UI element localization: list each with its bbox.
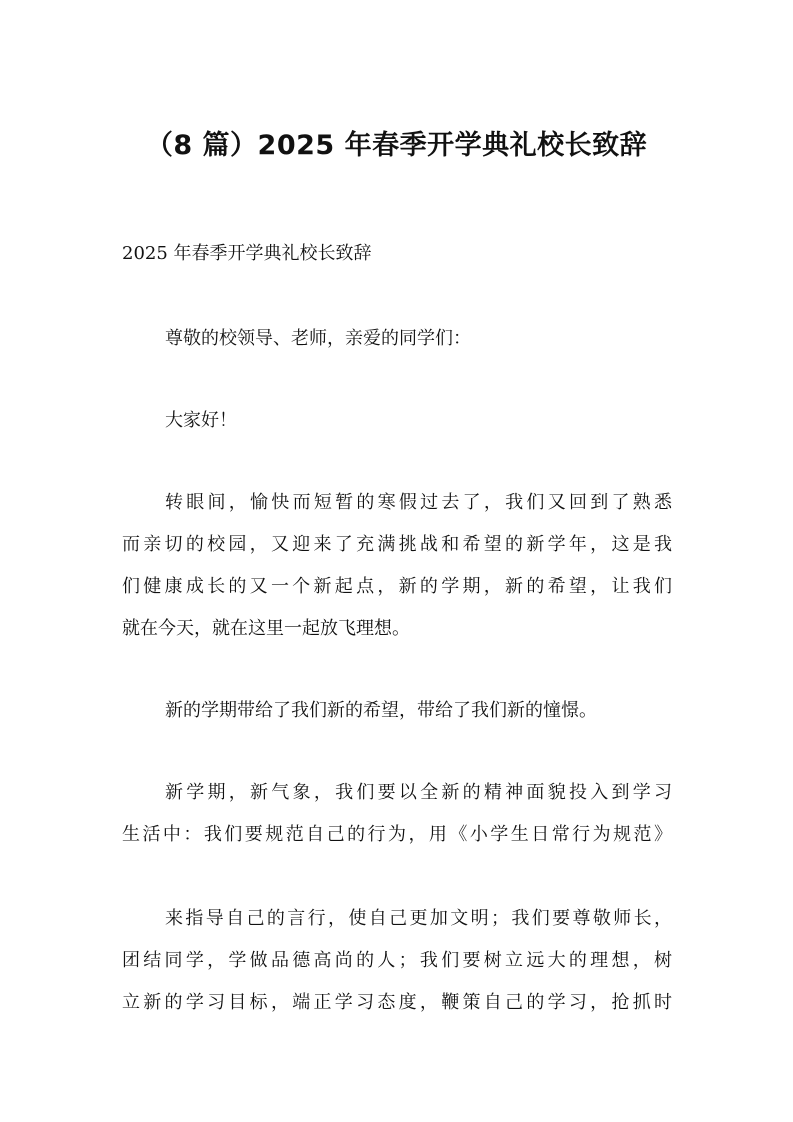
paragraph-line: 生活中：我们要规范自己的行为，用《小学生日常行为规范》 xyxy=(122,824,672,845)
paragraph-line: 大家好！ xyxy=(165,410,237,431)
document-title: （8 篇）2025 年春季开学典礼校长致辞 xyxy=(145,130,648,161)
paragraph-intro xyxy=(122,482,672,650)
paragraph-line: 新的学期带给了我们新的希望，带给了我们新的憧憬。 xyxy=(165,700,597,721)
paragraph-line: 转眼间，愉快而短暂的寒假过去了，我们又回到了熟悉 xyxy=(165,492,672,513)
paragraph-line: 尊敬的校领导、老师，亲爱的同学们： xyxy=(165,328,471,349)
paragraph-salutation xyxy=(122,318,672,360)
paragraph-greeting xyxy=(122,400,672,442)
paragraph-guidance xyxy=(122,898,672,1024)
paragraph-line: 来指导自己的言行，使自己更加文明；我们要尊敬师长， xyxy=(165,908,672,929)
paragraph-line: 新学期，新气象，我们要以全新的精神面貌投入到学习 xyxy=(165,782,672,803)
paragraph-line: 们健康成长的又一个新起点，新的学期，新的希望，让我们 xyxy=(122,576,672,597)
paragraph-line: 立新的学习目标，端正学习态度，鞭策自己的学习，抢抓时 xyxy=(122,992,672,1013)
paragraph-line: 团结同学，学做品德高尚的人；我们要树立远大的理想，树 xyxy=(122,950,672,971)
paragraph-line: 而亲切的校园，又迎来了充满挑战和希望的新学年，这是我 xyxy=(122,534,672,555)
document-subtitle: 2025 年春季开学典礼校长致辞 xyxy=(122,243,372,264)
paragraph-line: 就在今天，就在这里一起放飞理想。 xyxy=(122,618,410,639)
paragraph-new-atmosphere xyxy=(122,772,672,856)
paragraph-new-term xyxy=(122,690,672,732)
